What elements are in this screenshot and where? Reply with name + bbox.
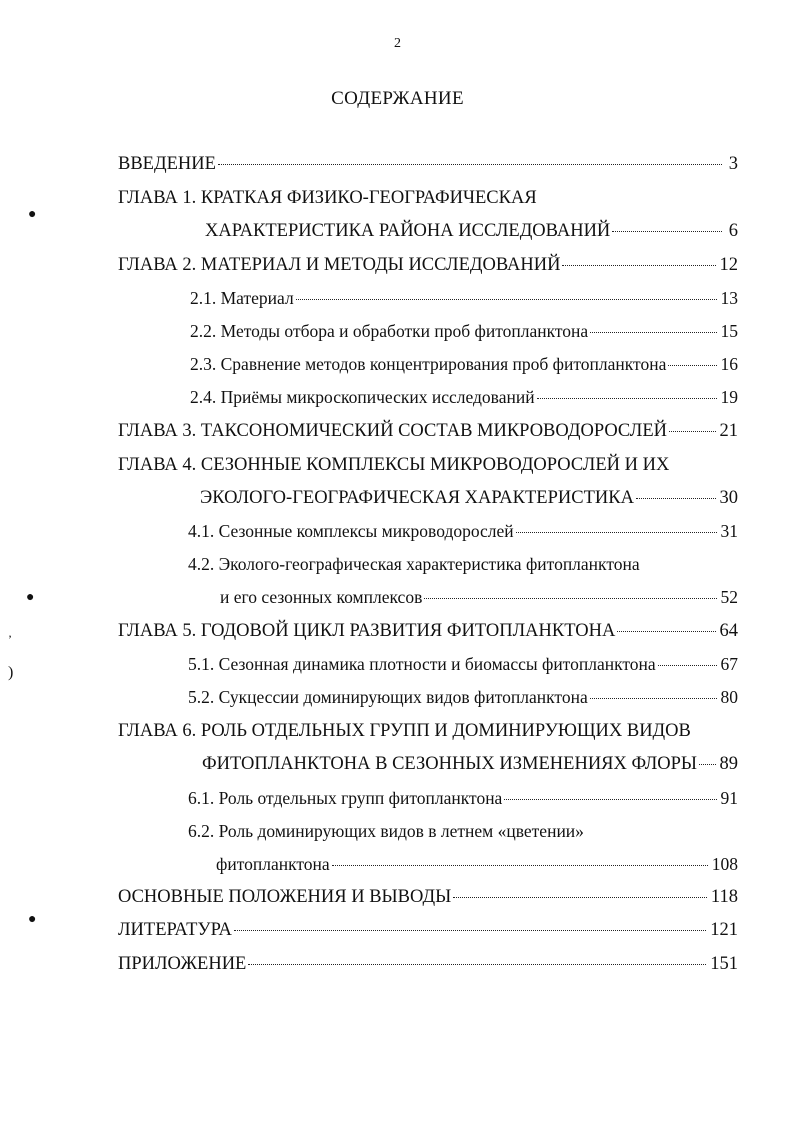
toc-label: 2.4. Приёмы микроскопических исследований — [190, 387, 535, 407]
toc-page: 64 — [719, 621, 738, 641]
toc-entry-2-4[interactable] — [190, 385, 738, 409]
toc-page: 52 — [720, 587, 738, 607]
toc-leader — [516, 532, 717, 533]
toc-entry-chapter-4[interactable] — [118, 453, 669, 477]
toc-page: 21 — [719, 421, 738, 441]
toc-leader — [562, 265, 715, 266]
toc-leader — [453, 897, 707, 898]
toc-entry-chapter-5[interactable] — [118, 619, 738, 643]
toc-label: ЭКОЛОГО-ГЕОГРАФИЧЕСКАЯ ХАРАКТЕРИСТИКА — [200, 488, 634, 508]
toc-leader — [537, 398, 717, 399]
toc-label: ПРИЛОЖЕНИЕ — [118, 954, 247, 974]
toc-label: ХАРАКТЕРИСТИКА РАЙОНА ИССЛЕДОВАНИЙ — [205, 221, 611, 241]
toc-page: 3 — [728, 154, 738, 174]
toc-page: 30 — [719, 488, 738, 508]
toc-leader — [248, 964, 706, 965]
toc-leader — [669, 431, 715, 432]
toc-label: ОСНОВНЫЕ ПОЛОЖЕНИЯ И ВЫВОДЫ — [118, 887, 452, 907]
toc-leader — [332, 865, 708, 866]
toc-entry-4-2-cont[interactable] — [220, 585, 738, 609]
toc-entry-6-2[interactable] — [188, 819, 584, 843]
punch-hole-mark: ● — [28, 912, 37, 927]
toc-label: 4.1. Сезонные комплексы микроводорослей — [188, 521, 514, 541]
scan-artifact-mark: ) — [8, 664, 14, 681]
toc-label: и его сезонных комплексов — [220, 587, 423, 607]
toc-leader — [668, 365, 716, 366]
toc-leader — [590, 332, 716, 333]
toc-entry-chapter-4-cont[interactable] — [200, 486, 738, 510]
toc-leader — [699, 764, 715, 765]
scan-artifact-mark: ’ — [8, 632, 12, 646]
toc-entry-appendix[interactable] — [118, 952, 738, 976]
toc-entry-literature[interactable] — [118, 918, 738, 942]
toc-entry-chapter-2[interactable] — [118, 253, 738, 277]
toc-label: 2.3. Сравнение методов концентрирования проб фитопланктона — [190, 354, 667, 374]
toc-entry-2-2[interactable] — [190, 319, 738, 343]
toc-label: ГЛАВА 5. ГОДОВОЙ ЦИКЛ РАЗВИТИЯ ФИТОПЛАНКТОНА — [118, 621, 616, 641]
toc-leader — [612, 231, 722, 232]
toc-leader — [504, 799, 716, 800]
toc-page: 151 — [710, 954, 738, 974]
toc-page: 118 — [710, 887, 738, 907]
toc-leader — [424, 598, 716, 599]
toc-page: 31 — [720, 521, 738, 541]
punch-hole-mark: ● — [26, 590, 35, 605]
toc-label: 2.1. Материал — [190, 288, 294, 308]
toc-label: ВВЕДЕНИЕ — [118, 154, 216, 174]
toc-entry-6-2-cont[interactable] — [216, 852, 738, 876]
toc-entry-2-1[interactable] — [190, 286, 738, 310]
toc-label: 2.2. Методы отбора и обработки проб фитопланктона — [190, 321, 589, 341]
toc-entry-4-1[interactable] — [188, 519, 738, 543]
toc-entry-5-2[interactable] — [188, 685, 738, 709]
toc-label: ГЛАВА 6. РОЛЬ ОТДЕЛЬНЫХ ГРУПП И ДОМИНИРУЮЩИХ ВИДОВ — [118, 721, 691, 741]
toc-label: 5.1. Сезонная динамика плотности и биомассы фитопланктона — [188, 654, 656, 674]
toc-entry-chapter-3[interactable] — [118, 419, 738, 443]
toc-page: 12 — [719, 255, 738, 275]
toc-entry-chapter-6[interactable] — [118, 719, 691, 743]
toc-label: фитопланктона — [216, 854, 330, 874]
punch-hole-mark: ● — [28, 207, 37, 222]
toc-label: 6.1. Роль отдельных групп фитопланктона — [188, 788, 503, 808]
toc-leader — [590, 698, 717, 699]
toc-page: 89 — [719, 754, 738, 774]
toc-leader — [658, 665, 717, 666]
toc-entry-4-2[interactable] — [188, 552, 640, 576]
toc-entry-6-1[interactable] — [188, 786, 738, 810]
toc-page: 67 — [720, 654, 738, 674]
toc-label: ГЛАВА 2. МАТЕРИАЛ И МЕТОДЫ ИССЛЕДОВАНИЙ — [118, 255, 561, 275]
page-title: СОДЕРЖАНИЕ — [331, 88, 464, 109]
toc-entry-chapter-1[interactable] — [118, 186, 537, 210]
page-number: 2 — [394, 36, 401, 51]
toc-page: 16 — [720, 354, 738, 374]
toc-page: 13 — [720, 288, 738, 308]
toc-page: 108 — [711, 854, 738, 874]
toc-entry-chapter-1-cont[interactable] — [205, 219, 738, 243]
toc-label: ГЛАВА 3. ТАКСОНОМИЧЕСКИЙ СОСТАВ МИКРОВОДОРОСЛЕЙ — [118, 421, 668, 441]
toc-entry-conclusions[interactable] — [118, 885, 738, 909]
toc-label: 4.2. Эколого-географическая характеристика фитопланктона — [188, 554, 640, 574]
toc-label: 5.2. Сукцессии доминирующих видов фитопланктона — [188, 687, 588, 707]
toc-entry-chapter-6-cont[interactable] — [202, 752, 738, 776]
toc-leader — [296, 299, 717, 300]
toc-page: 91 — [720, 788, 738, 808]
toc-page: 6 — [728, 221, 738, 241]
toc-label: ФИТОПЛАНКТОНА В СЕЗОННЫХ ИЗМЕНЕНИЯХ ФЛОРЫ — [202, 754, 698, 774]
toc-entry-introduction[interactable] — [118, 152, 738, 176]
toc-page: 121 — [710, 920, 738, 940]
toc-leader — [218, 164, 722, 165]
toc-page: 15 — [720, 321, 738, 341]
toc-page: 19 — [720, 387, 738, 407]
toc-entry-5-1[interactable] — [188, 652, 738, 676]
toc-leader — [234, 930, 706, 931]
toc-entry-2-3[interactable] — [190, 352, 738, 376]
toc-label: 6.2. Роль доминирующих видов в летнем «цветении» — [188, 821, 584, 841]
toc-leader — [636, 498, 716, 499]
toc-leader — [617, 631, 715, 632]
toc-page: 80 — [720, 687, 738, 707]
toc-label: ГЛАВА 4. СЕЗОННЫЕ КОМПЛЕКСЫ МИКРОВОДОРОСЛЕЙ И ИХ — [118, 455, 670, 475]
toc-label: ЛИТЕРАТУРА — [118, 920, 232, 940]
toc-label: ГЛАВА 1. КРАТКАЯ ФИЗИКО-ГЕОГРАФИЧЕСКАЯ — [118, 188, 537, 208]
